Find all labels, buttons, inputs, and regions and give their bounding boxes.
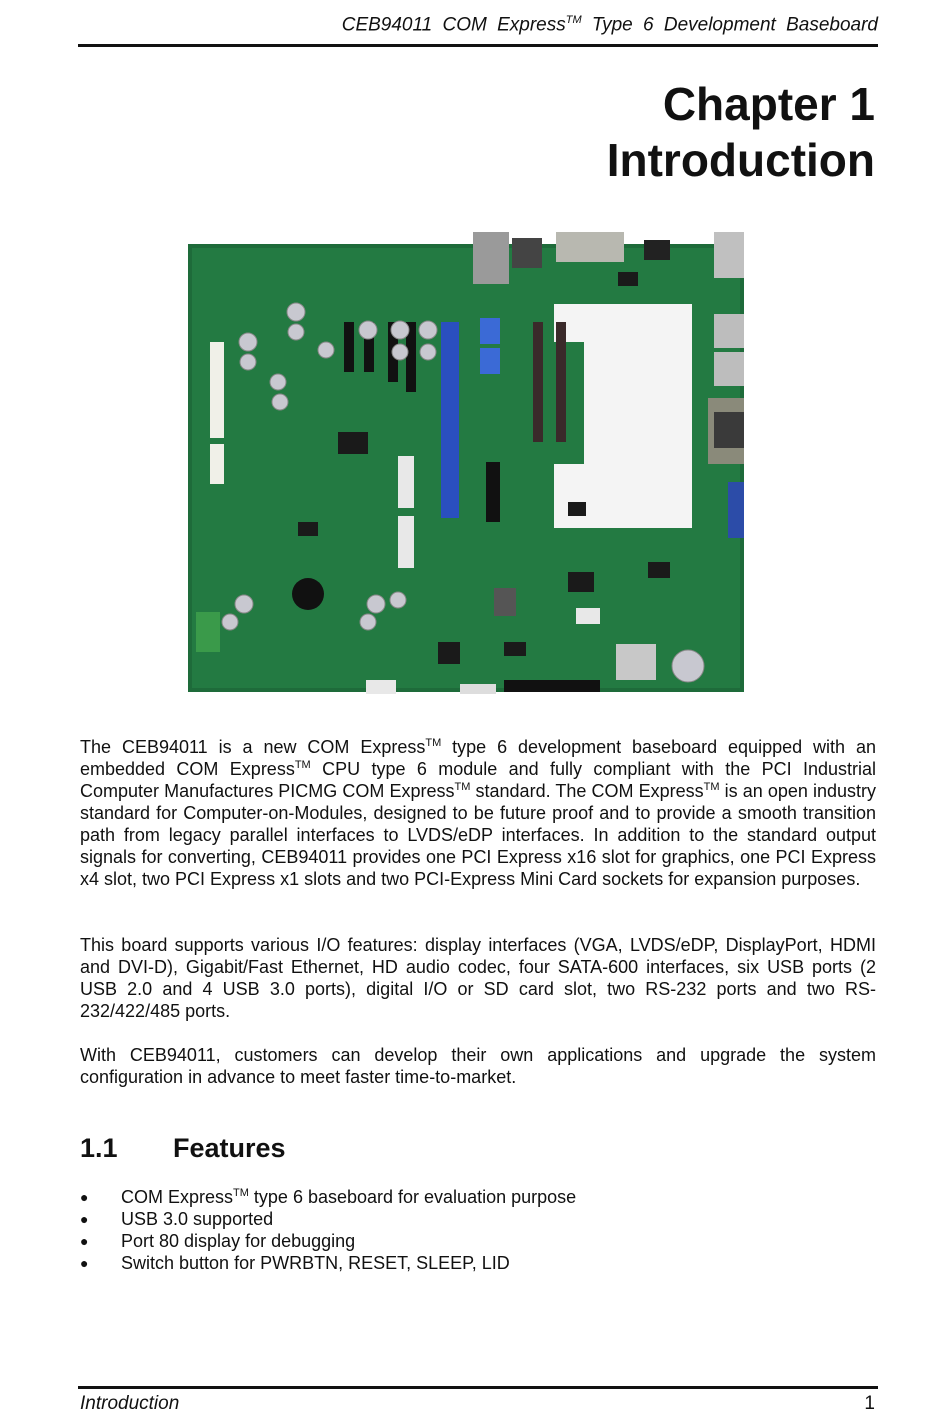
header-subtitle: Type 6 Development Baseboard	[581, 14, 878, 36]
section-title: Features	[173, 1133, 286, 1163]
list-item	[80, 1186, 576, 1208]
list-item	[80, 1252, 576, 1274]
section-heading	[80, 1133, 286, 1164]
p1-text: The CEB94011 is a new COM Express	[80, 737, 426, 757]
header-title: CEB94011 COM Express	[341, 14, 566, 36]
feature-text: Port 80 display for debugging	[121, 1231, 356, 1251]
intro-paragraph-1	[80, 736, 876, 890]
chapter-label: Chapter 1	[662, 78, 875, 130]
footer-section-name: Introduction	[80, 1393, 180, 1414]
p1-tm: TM	[703, 781, 720, 793]
bullet-icon: ●	[80, 1233, 89, 1249]
board-photo	[188, 232, 744, 694]
running-header	[78, 14, 878, 36]
header-rule	[78, 44, 878, 47]
bullet-icon: ●	[80, 1211, 89, 1227]
features-list	[80, 1186, 576, 1274]
list-item	[80, 1230, 576, 1252]
feature-text: Switch button for PWRBTN, RESET, SLEEP, LID	[121, 1253, 510, 1273]
p1-text: standard. The COM Express	[470, 781, 704, 801]
intro-paragraph-3: With CEB94011, customers can develop their own applications and upgrade the system configuration in advance to meet faster time-to-market.	[80, 1045, 876, 1087]
header-trademark: TM	[565, 14, 582, 26]
bullet-icon: ●	[80, 1255, 89, 1271]
intro-paragraph-2: This board supports various I/O features: display interfaces (VGA, LVDS/eDP, DisplayPort, HDMI and DVI-D), Gigabit/Fast Ethernet, HD audio codec, four SATA-600 interfaces, six USB ports (2 USB 2.0 and 4 USB 3.0 ports), digital I/O or SD card slot, two RS-232 ports and two RS-232/422/485 ports.	[80, 935, 876, 1021]
p1-text: is an open industry standard for Computer-on-Modules, designed to be future proof and to provide a smooth transition path from legacy parallel interfaces to LVDS/eDP interfaces. In addition to the standard output signals for converting, CEB94011 provides one PCI Express x16 slot for graphics, one PCI Express x4 slot, two PCI Express x1 slots and two PCI-Express Mini Card sockets for expansion purposes.	[80, 781, 877, 889]
p1-tm: TM	[454, 781, 471, 793]
feature-text: type 6 baseboard for evaluation purpose	[248, 1187, 577, 1207]
section-number: 1.1	[80, 1133, 118, 1163]
p1-tm: TM	[294, 759, 311, 771]
chapter-heading	[607, 76, 875, 188]
chapter-title: Introduction	[606, 134, 875, 186]
footer-rule	[78, 1386, 878, 1389]
p1-text: type 6 development baseboard equipped with an embedded COM Express	[80, 737, 876, 779]
bullet-icon: ●	[80, 1189, 89, 1205]
feature-text: COM Express	[121, 1187, 234, 1207]
p1-text: CPU type 6 module and fully compliant with the PCI Industrial Computer Manufactures PICMG COM Express	[80, 759, 876, 801]
feature-tm: TM	[233, 1187, 249, 1199]
list-item	[80, 1208, 576, 1230]
page-number: 1	[864, 1393, 875, 1414]
p1-tm: TM	[425, 737, 442, 749]
feature-text: USB 3.0 supported	[121, 1209, 274, 1229]
